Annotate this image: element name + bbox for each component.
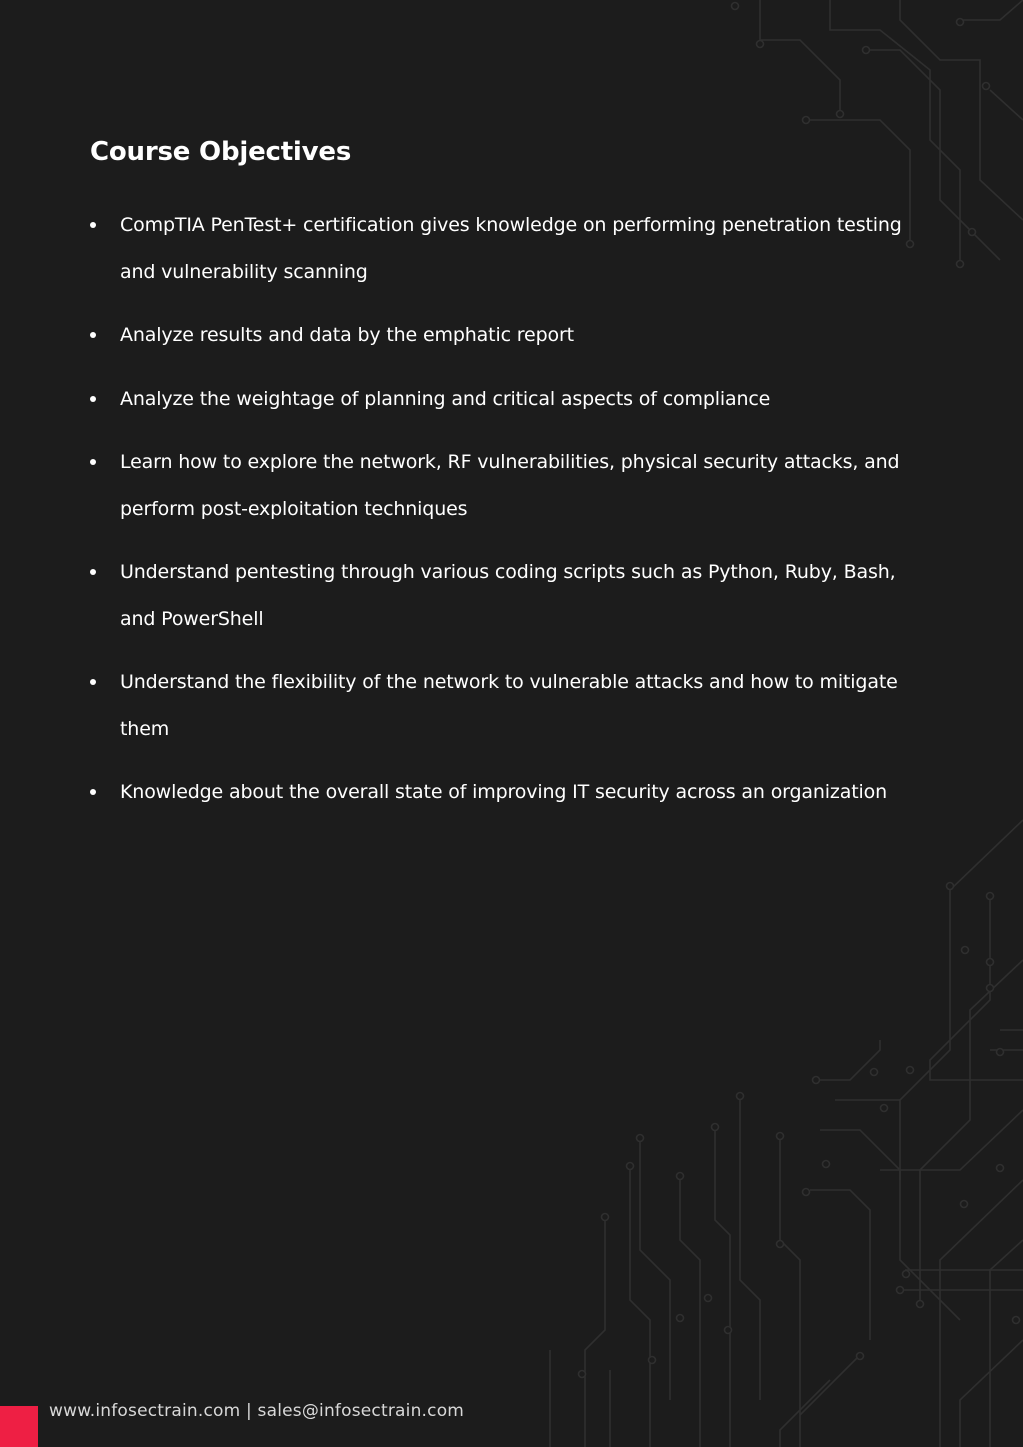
bullet-icon [90,332,96,338]
list-item [90,202,930,295]
list-item [90,549,930,642]
objective-text: CompTIA PenTest+ certification gives knowledge on performing penetration testing and vulnerability scanning [120,214,902,283]
bullet-icon [90,459,96,465]
objectives-list [90,202,930,816]
bullet-icon [90,789,96,795]
objective-text: Analyze the weightage of planning and critical aspects of compliance [120,387,771,410]
course-objectives-section [90,133,930,833]
list-item [90,439,930,532]
footer-contact: www.infosectrain.com | sales@infosectrain.com [49,1401,465,1421]
list-item [90,312,930,359]
objective-text: Knowledge about the overall state of improving IT security across an organization [120,781,888,803]
footer-accent-square [0,1406,38,1447]
objective-text: Learn how to explore the network, RF vulnerabilities, physical security attacks, and perform post-exploitation techniques [120,451,900,520]
bullet-icon [90,679,96,685]
list-item [90,769,930,816]
list-item [90,376,930,423]
page-title: Course Objectives [90,137,352,167]
bullet-icon [90,569,96,575]
objective-text: Analyze results and data by the emphatic report [120,324,574,346]
list-item [90,659,930,752]
bullet-icon [90,222,96,228]
objective-text: Understand pentesting through various coding scripts such as Python, Ruby, Bash, and PowerShell [120,561,896,630]
objective-text: Understand the flexibility of the network to vulnerable attacks and how to mitigate them [120,671,898,740]
bullet-icon [90,396,96,402]
